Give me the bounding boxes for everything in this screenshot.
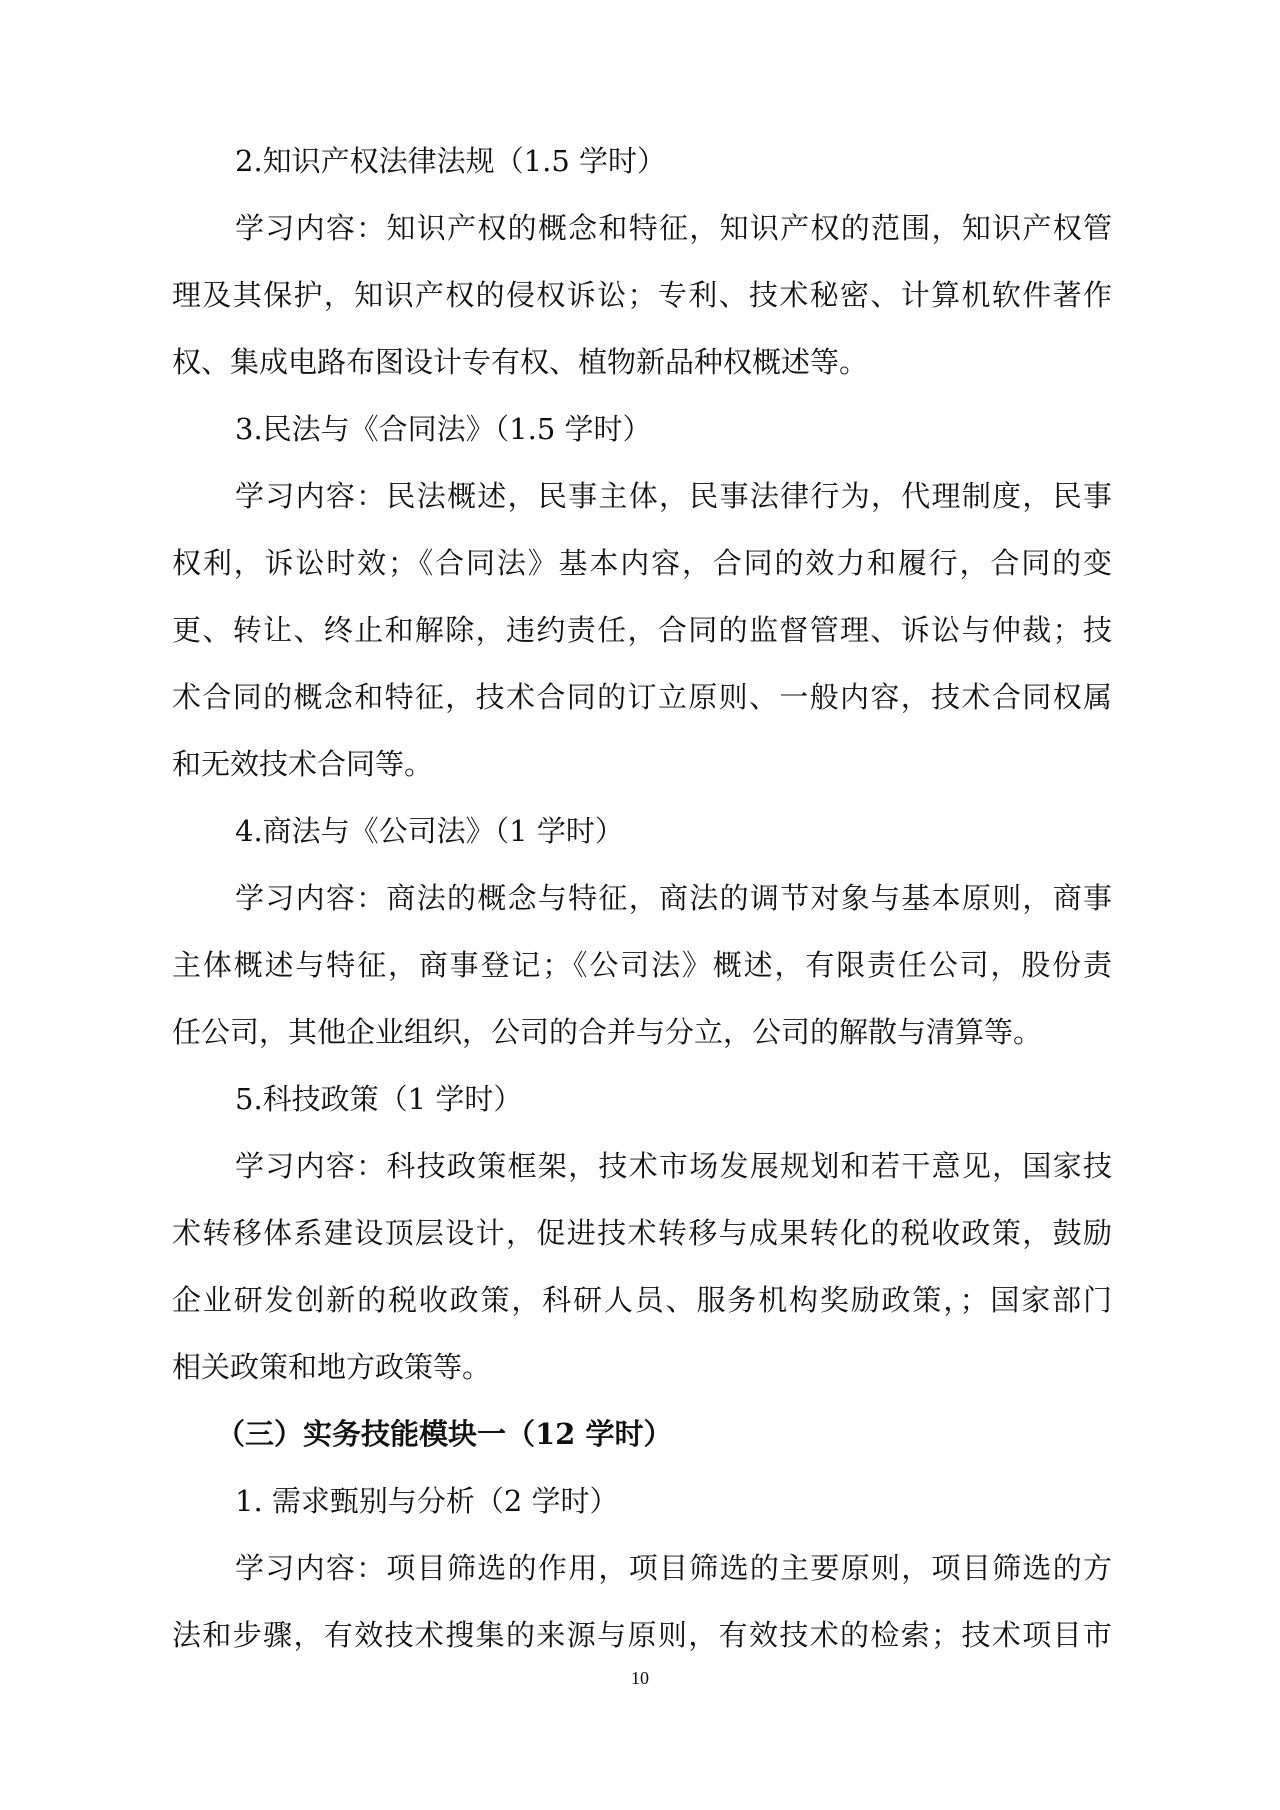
paragraph-line: 学习内容：科技政策框架，技术市场发展规划和若干意见，国家技 (235, 1149, 1112, 1183)
paragraph-line: 权利，诉讼时效；《合同法》基本内容，合同的效力和履行，合同的变 (172, 546, 1112, 580)
paragraph-line: 更、转让、终止和解除，违约责任，合同的监督管理、诉讼与仲裁；技 (172, 613, 1112, 647)
module-heading: （三）实务技能模块一（12 学时） (216, 1417, 673, 1451)
paragraph-line: 权、集成电路布图设计专有权、植物新品种权概述等。 (172, 345, 869, 379)
paragraph-line: 理及其保护，知识产权的侵权诉讼；专利、技术秘密、计算机软件著作 (172, 278, 1112, 312)
section-heading-civil-law: 3.民法与《合同法》（1.5 学时） (235, 412, 652, 446)
paragraph-line: 学习内容：民法概述，民事主体，民事法律行为，代理制度，民事 (235, 479, 1112, 513)
paragraph-line: 任公司，其他企业组织，公司的合并与分立，公司的解散与清算等。 (172, 1015, 1043, 1049)
paragraph-line: 术合同的概念和特征，技术合同的订立原则、一般内容，技术合同权属 (172, 680, 1112, 714)
section-heading-tech-policy: 5.科技政策（1 学时） (235, 1082, 523, 1116)
paragraph-line: 学习内容：项目筛选的作用，项目筛选的主要原则，项目筛选的方 (235, 1551, 1112, 1585)
paragraph-line: 和无效技术合同等。 (172, 747, 434, 781)
paragraph-line: 学习内容：商法的概念与特征，商法的调节对象与基本原则，商事 (235, 881, 1112, 915)
paragraph-line: 术转移体系建设顶层设计，促进技术转移与成果转化的税收政策，鼓励 (172, 1216, 1112, 1250)
section-heading-demand-analysis: 1. 需求甄别与分析（2 学时） (235, 1484, 619, 1518)
document-body (172, 128, 1112, 1669)
paragraph-line: 企业研发创新的税收政策，科研人员、服务机构奖励政策，；国家部门 (172, 1283, 1112, 1317)
section-heading-commercial-law: 4.商法与《公司法》（1 学时） (235, 814, 624, 848)
page-number: 10 (631, 1668, 649, 1688)
paragraph-line: 学习内容：知识产权的概念和特征，知识产权的范围，知识产权管 (235, 211, 1112, 245)
paragraph-line: 主体概述与特征，商事登记；《公司法》概述，有限责任公司，股份责 (172, 948, 1112, 982)
section-heading-ip-law: 2.知识产权法律法规（1.5 学时） (235, 144, 667, 178)
paragraph-line: 相关政策和地方政策等。 (172, 1350, 492, 1384)
paragraph-line: 法和步骤，有效技术搜集的来源与原则，有效技术的检索；技术项目市 (172, 1618, 1112, 1652)
